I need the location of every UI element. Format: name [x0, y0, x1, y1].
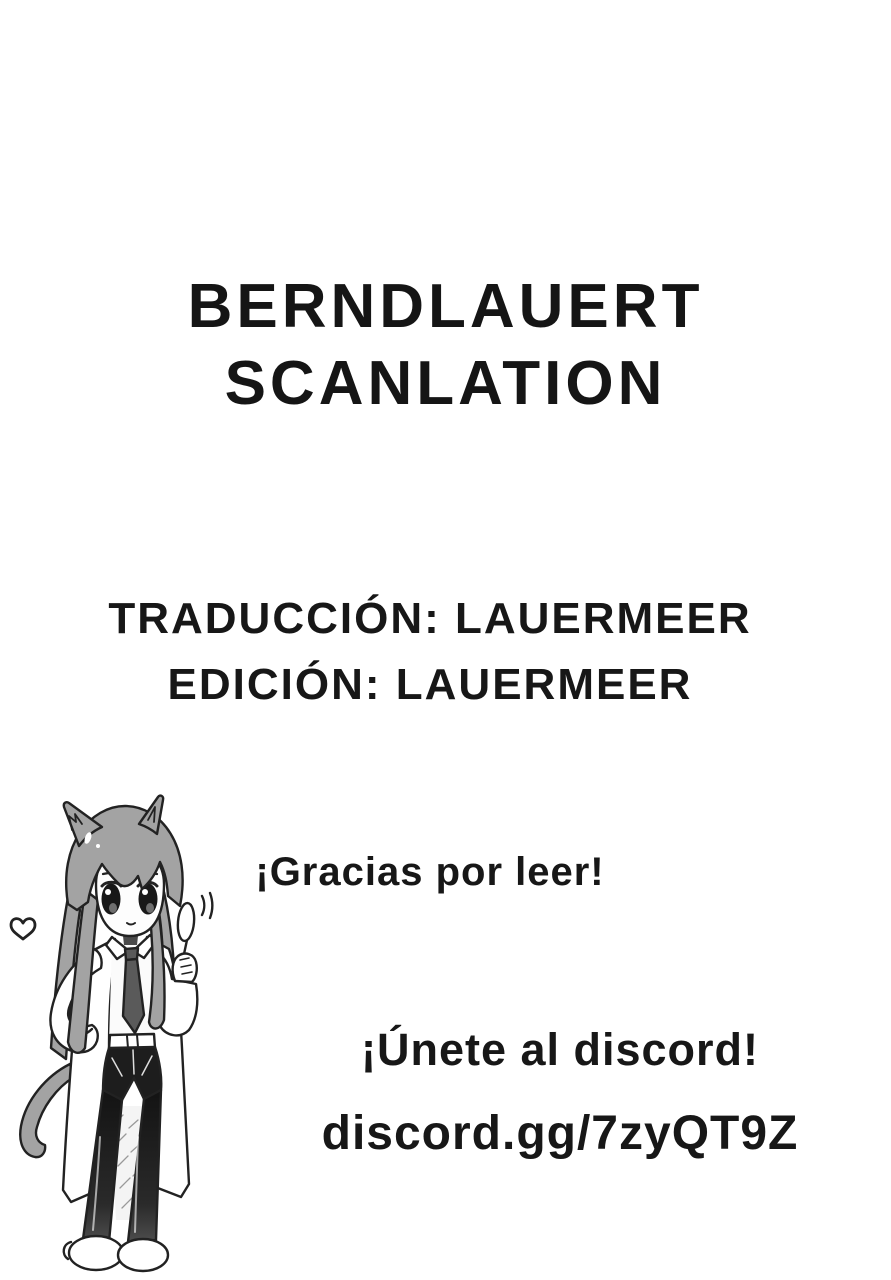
title-line-1: BERNDLAUERT — [187, 272, 704, 341]
motion-marks-icon — [202, 893, 212, 918]
slippers — [64, 1236, 168, 1271]
edition-credit: EDICIÓN: LAUERMEER — [167, 660, 693, 709]
discord-cta: ¡Únete al discord! — [360, 1024, 760, 1075]
title-line-2: SCANLATION — [224, 349, 667, 418]
hand — [173, 954, 197, 982]
pants — [103, 1047, 161, 1100]
translation-credit: TRADUCCIÓN: LAUERMEER — [108, 594, 752, 643]
thanks-message: ¡Gracias por leer! — [255, 850, 605, 894]
heart-icon — [11, 919, 35, 939]
page-title — [0, 268, 891, 422]
spoon — [176, 902, 195, 954]
mascot-svg — [8, 782, 238, 1280]
credits-block — [0, 586, 860, 718]
mascot-illustration — [8, 782, 238, 1280]
discord-invite-url: discord.gg/7zyQT9Z — [321, 1107, 799, 1160]
discord-block — [230, 1024, 890, 1161]
